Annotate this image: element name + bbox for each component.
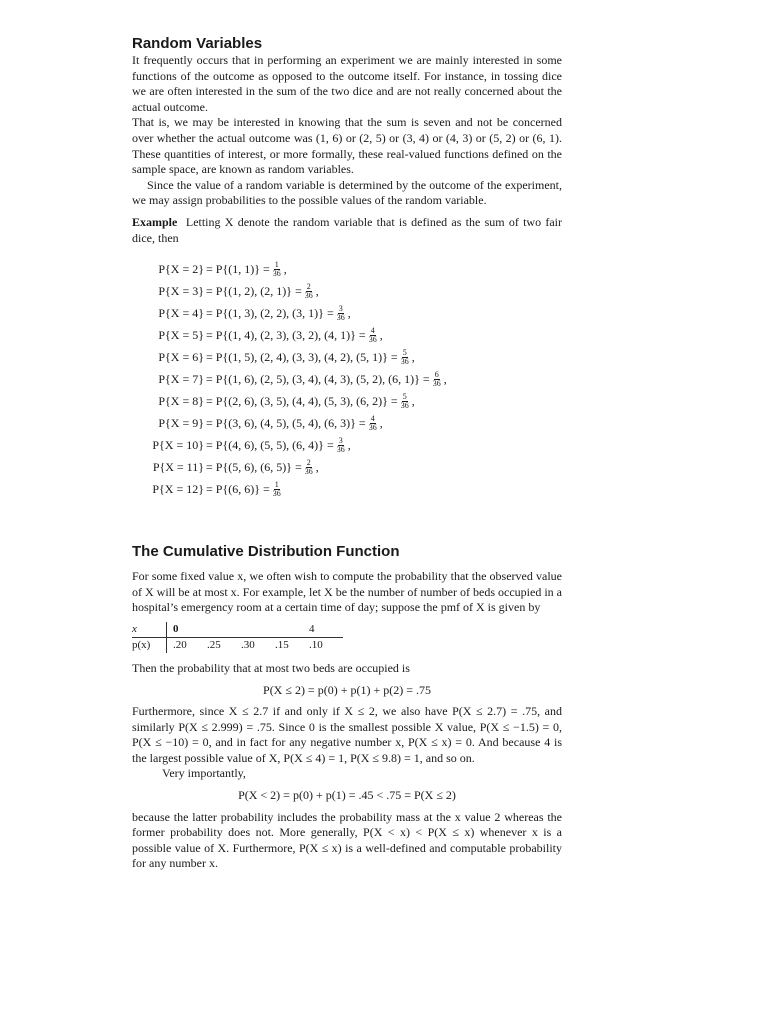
equation-outcomes: = P{(6, 6)} = [206, 482, 270, 497]
equation-outcomes: = P{(5, 6), (6, 5)} = [206, 460, 302, 475]
example-paragraph [132, 215, 562, 246]
equation-tail: , [283, 262, 287, 277]
equation-row [132, 302, 562, 324]
equation-tail: , [315, 284, 319, 299]
cdf-paragraph-2: Then the probability that at most two beds are occupied is [132, 660, 410, 675]
equation-tail: , [347, 306, 351, 321]
fraction-denominator: 36 [432, 378, 441, 388]
probability-fraction [400, 349, 410, 366]
probability-fraction [432, 371, 442, 388]
equation-outcomes: = P{(1, 6), (2, 5), (3, 4), (4, 3), (5, 2), (6, 1)} = [206, 372, 430, 387]
pmf-p-label: p(x) [132, 639, 151, 652]
section-heading-cdf: The Cumulative Distribution Function [132, 543, 400, 561]
equation-lhs: P{X = 5} [158, 328, 204, 343]
pmf-p-value: .10 [309, 639, 323, 652]
fraction-numerator: 6 [434, 369, 439, 379]
pmf-p-value: .20 [173, 639, 187, 652]
equation-lhs: P{X = 4} [158, 306, 204, 321]
fraction-numerator: 5 [402, 391, 407, 401]
equation-outcomes: = P{(1, 1)} = [206, 262, 270, 277]
equation-row [132, 280, 562, 302]
equation-outcomes: = P{(3, 6), (4, 5), (5, 4), (6, 3)} = [206, 416, 366, 431]
fraction-denominator: 36 [400, 356, 409, 366]
pmf-x-label: x [132, 622, 167, 638]
cdf-paragraph-3: Furthermore, since X ≤ 2.7 if and only if X ≤ 2, we also have P(X ≤ 2.7) = .75, and similarly P(X ≤ 2.999) = .75. Since 0 is the smallest possible X value, P(X ≤ −1.5) = 0, P(X ≤ −10) = 0, and in fact for any negative number x, P(X ≤ x) = 0. And because 4 is the largest possible value of X, P(X ≤ 4) = 1, P(X ≤ 9.8) = 1, and so on. [132, 704, 562, 765]
equation-tail: , [379, 328, 383, 343]
pmf-x-value [275, 622, 309, 638]
section-heading-random-variables: Random Variables [132, 35, 263, 52]
probability-fraction [368, 327, 378, 344]
probability-fraction [272, 261, 282, 278]
example-label: Example [132, 214, 178, 229]
equation-outcomes: = P{(4, 6), (5, 5), (6, 4)} = [206, 438, 334, 453]
pmf-x-value: 0 [173, 622, 207, 638]
equation-lhs: P{X = 8} [158, 394, 204, 409]
pmf-p-value: .30 [241, 639, 255, 652]
document-page [132, 34, 562, 872]
cdf-equation-1: P(X ≤ 2) = p(0) + p(1) + p(2) = .75 [263, 682, 431, 697]
fraction-numerator: 3 [338, 303, 343, 313]
cdf-equation-2: P(X < 2) = p(0) + p(1) = .45 < .75 = P(X ≤ 2) [238, 788, 456, 803]
equation-row [132, 258, 562, 280]
equation-outcomes: = P{(2, 6), (3, 5), (4, 4), (5, 3), (6, 2)} = [206, 394, 398, 409]
equation-outcomes: = P{(1, 4), (2, 3), (3, 2), (4, 1)} = [206, 328, 366, 343]
fraction-denominator: 36 [304, 290, 313, 300]
rv-paragraph-1: It frequently occurs that in performing an experiment we are mainly interested in some functions of the outcome as opposed to the outcome itself. For instance, in tossing dice we are often interested in the sum of the two dice and are not really concerned about the actual outcome. [132, 53, 562, 114]
fraction-numerator: 5 [402, 347, 407, 357]
fraction-denominator: 36 [336, 312, 345, 322]
equation-tail: , [411, 350, 415, 365]
fraction-numerator: 2 [306, 281, 311, 291]
equation-row [132, 456, 562, 478]
probability-fraction [368, 415, 378, 432]
equation-tail: , [379, 416, 383, 431]
fraction-numerator: 3 [338, 435, 343, 445]
probability-fraction [272, 481, 282, 498]
equation-row [132, 324, 562, 346]
equation-outcomes: = P{(1, 2), (2, 1)} = [206, 284, 302, 299]
probability-fraction [400, 393, 410, 410]
pmf-x-value [241, 622, 275, 638]
example-text: Letting X denote the random variable that is defined as the sum of two fair dice, then [132, 214, 562, 245]
equation-tail: , [347, 438, 351, 453]
rv-paragraph-3: Since the value of a random variable is determined by the outcome of the experiment, we may assign probabilities to the possible values of the random variable. [132, 177, 562, 208]
pmf-x-value [207, 622, 241, 638]
equation-lhs: P{X = 10} [152, 438, 204, 453]
fraction-denominator: 36 [336, 444, 345, 454]
probability-fraction [336, 437, 346, 454]
equation-lhs: P{X = 11} [152, 460, 204, 475]
pmf-p-value: .15 [275, 639, 289, 652]
equation-lhs: P{X = 12} [152, 482, 204, 497]
equation-row [132, 412, 562, 434]
equation-lhs: P{X = 6} [158, 350, 204, 365]
fraction-denominator: 36 [272, 268, 281, 278]
pmf-p-value: .25 [207, 639, 221, 652]
fraction-denominator: 36 [304, 466, 313, 476]
equation-row [132, 434, 562, 456]
fraction-numerator: 4 [370, 325, 375, 335]
cdf-paragraph-1: For some fixed value x, we often wish to compute the probability that the observed value of X will be at most x. For example, let X be the number of number of beds occupied in a hospital’s emergency room at a certain time of day; suppose the pmf of X is given by [132, 569, 562, 615]
fraction-numerator: 1 [274, 259, 279, 269]
fraction-denominator: 36 [272, 488, 281, 498]
fraction-denominator: 36 [400, 400, 409, 410]
fraction-numerator: 4 [370, 413, 375, 423]
equation-outcomes: = P{(1, 3), (2, 2), (3, 1)} = [206, 306, 334, 321]
equation-lhs: P{X = 9} [158, 416, 204, 431]
equation-tail: , [411, 394, 415, 409]
cdf-paragraph-4: Very importantly, [162, 766, 246, 781]
equation-tail: , [443, 372, 447, 387]
equation-row [132, 346, 562, 368]
dice-sum-equations [132, 258, 562, 500]
equation-lhs: P{X = 3} [158, 284, 204, 299]
equation-outcomes: = P{(1, 5), (2, 4), (3, 3), (4, 2), (5, 1)} = [206, 350, 398, 365]
fraction-numerator: 1 [274, 479, 279, 489]
fraction-denominator: 36 [368, 334, 377, 344]
cdf-paragraph-5: because the latter probability includes the probability mass at the x value 2 whereas the former probability does not. More generally, P(X < x) < P(X ≤ x) whenever x is a possible value of X. Furthermore, P(X ≤ x) is a well-defined and computable probability for any number x. [132, 809, 562, 871]
probability-fraction [336, 305, 346, 322]
fraction-numerator: 2 [306, 457, 311, 467]
equation-row [132, 368, 562, 390]
fraction-denominator: 36 [368, 422, 377, 432]
probability-fraction [304, 459, 314, 476]
equation-row [132, 390, 562, 412]
equation-lhs: P{X = 2} [158, 262, 204, 277]
equation-lhs: P{X = 7} [158, 372, 204, 387]
probability-fraction [304, 283, 314, 300]
rv-paragraph-2: That is, we may be interested in knowing that the sum is seven and not be concerned over whether the actual outcome was (1, 6) or (2, 5) or (3, 4) or (4, 3) or (5, 2) or (6, 1). These quantities of interest, or more formally, these real-valued functions defined on the sample space, are known as random variables. [132, 115, 562, 177]
pmf-x-value: 4 [309, 622, 343, 638]
equation-tail: , [315, 460, 319, 475]
equation-row [132, 478, 562, 500]
pmf-table [132, 622, 343, 653]
